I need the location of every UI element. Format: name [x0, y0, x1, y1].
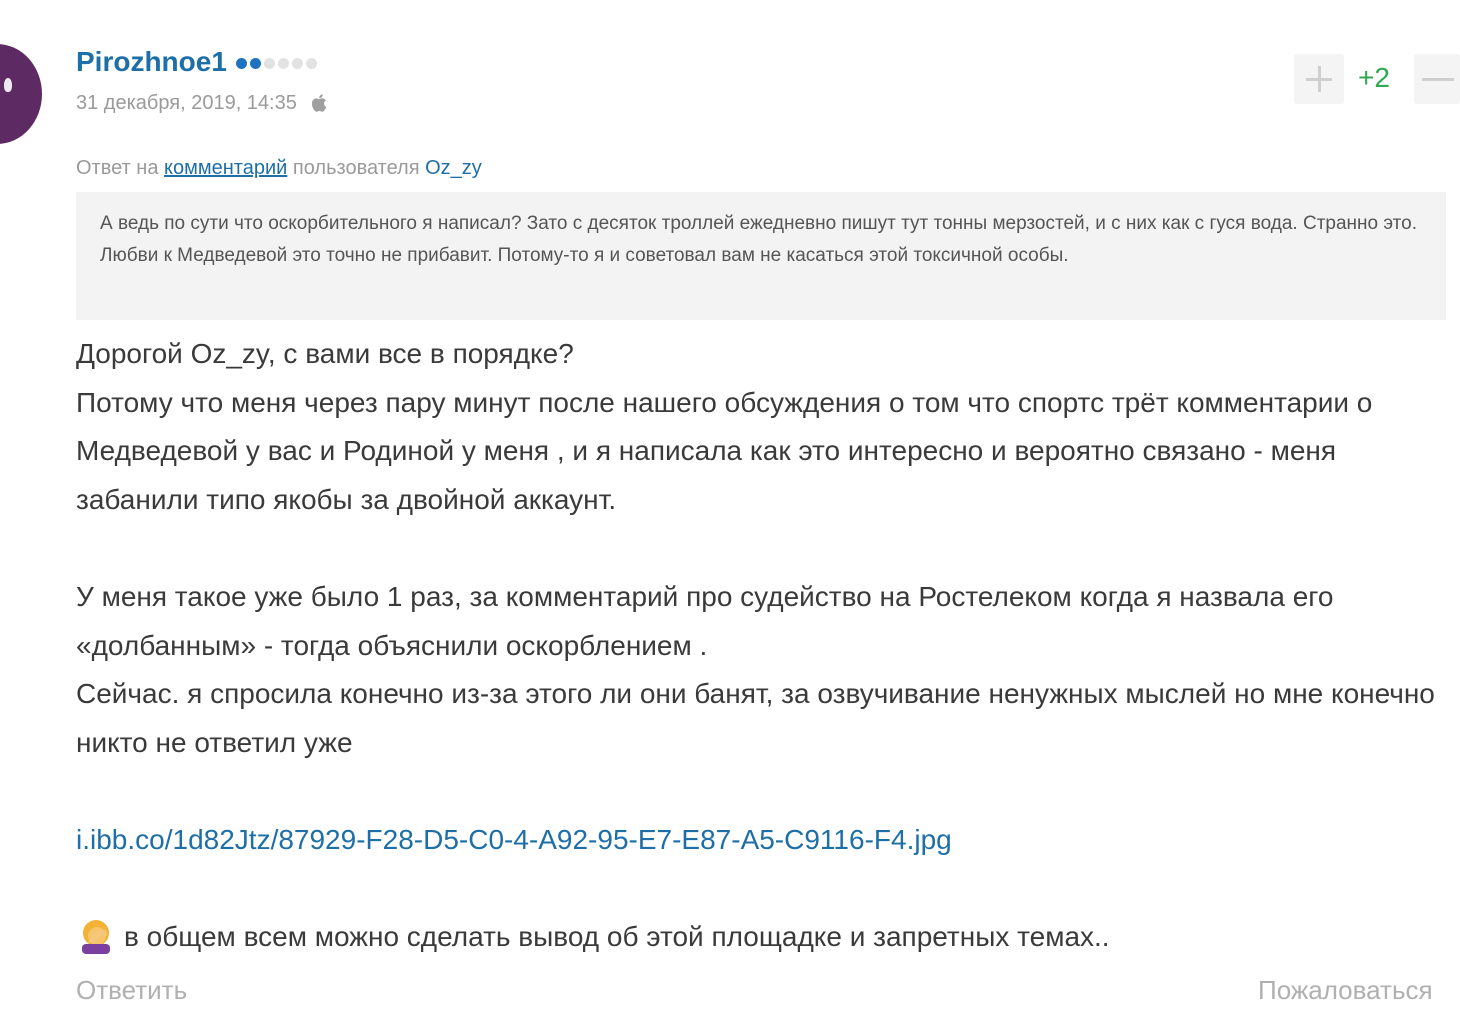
comment-date: 31 декабря, 2019, 14:35 [76, 92, 297, 114]
comment-paragraph-text: в общем всем можно сделать вывод об этой площадке и запретных темах.. [124, 921, 1110, 953]
image-link[interactable]: i.ibb.co/1d82Jtz/87929-F28-D5-C0-4-A92-95-E7-E87-A5-C9116-F4.jpg [76, 823, 952, 855]
rating-dot-filled [236, 58, 247, 69]
avatar[interactable] [0, 44, 42, 144]
minus-icon [1422, 78, 1454, 81]
report-button[interactable]: Пожаловаться [1258, 975, 1433, 1005]
comment-paragraph: Дорогой Oz_zy, с вами все в порядке? [76, 338, 574, 369]
quoted-comment: А ведь по сути что оскорбительного я написал? Зато с десяток троллей ежедневно пишут тут тонны мерзостей, и с них как с гуся вода. Странно это. Любви к Медведевой это точно не прибавит. Потому-то я и советовал вам не касаться этой токсичной особы. [76, 192, 1446, 320]
comment-paragraph: У меня такое уже было 1 раз, за комментарий про судейство на Ростелеком когда я назвала его «долбанным» - тогда объяснили оскорблением . [76, 580, 1334, 661]
plus-icon-vertical [1318, 66, 1321, 92]
rating-dot-empty [278, 58, 289, 69]
rating-dot-empty [264, 58, 275, 69]
comment-body [76, 330, 1456, 962]
comment-paragraph: Сейчас. я спросила конечно из-за этого ли они банят, за озвучивание ненужных мыслей но мне конечно никто не ответил уже [76, 678, 1435, 758]
rating-dot-filled [250, 58, 261, 69]
reply-to-user-link[interactable]: Oz_zy [425, 157, 482, 179]
user-rating-dots [236, 58, 317, 69]
rating-dot-empty [306, 58, 317, 69]
comment-meta [76, 88, 331, 118]
apple-icon [309, 92, 331, 114]
comment-score: +2 [1358, 62, 1390, 93]
avatar-initial-icon [4, 78, 12, 92]
rating-dot-empty [292, 58, 303, 69]
reply-to-comment-link[interactable]: комментарий [164, 157, 288, 179]
reply-to-middle: пользователя [292, 157, 420, 179]
reply-button[interactable]: Ответить [76, 975, 188, 1005]
comment-paragraph: Потому что меня через пару минут после нашего обсуждения о том что спортс трёт комментарии о Медведевой у вас и Родиной у меня , и я написала как это интересно и вероятно связано - меня забанили типо якобы за двойной аккаунт. [76, 386, 1373, 515]
reply-to-line [76, 154, 482, 182]
reply-to-prefix: Ответ на [76, 157, 159, 179]
author-username[interactable]: Pirozhnoe1 [76, 46, 227, 77]
facepalm-woman-emoji-icon [76, 916, 116, 954]
vote-up-button[interactable] [1294, 54, 1344, 104]
comment-paragraph-last [76, 913, 1456, 962]
vote-down-button[interactable] [1414, 54, 1460, 104]
